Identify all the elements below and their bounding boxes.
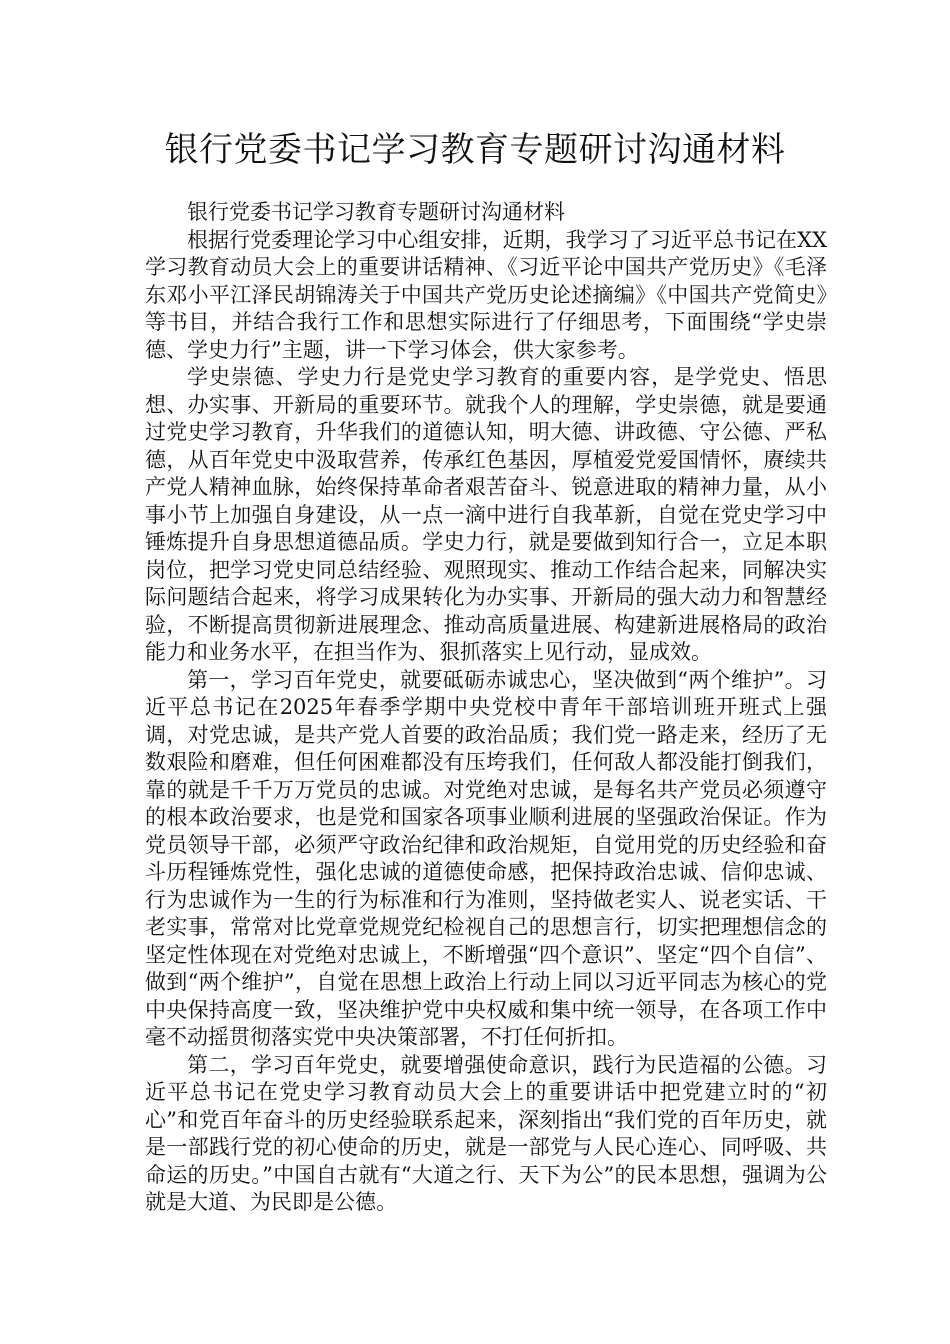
- body-paragraph: 第一，学习百年党史，就要砥砺赤诚忠心，坚决做到“两个维护”。习近平总书记在2025年春季学期中央党校中青年干部培训班开班式上强调，对党忠诚，是共产党人首要的政治品质；我们党一路走来，经历了无数艰险和磨难，但任何困难都没有压垮我们，任何敌人都没能打倒我们，靠的就是千千万万党员的忠诚。对党绝对忠诚，是每名共产党员必须遵守的根本政治要求，也是党和国家各项事业顺利进展的坚强政治保证。作为党员领导干部，必须严守政治纪律和政治规矩，自觉用党的历史经验和奋斗历程锤炼党性，强化忠诚的道德使命感，把保持政治忠诚、信仰忠诚、行为忠诚作为一生的行为标准和行为准则，坚持做老实人、说老实话、干老实事，常常对比党章党规党纪检视自己的思想言行，切实把理想信念的坚定性体现在对党绝对忠诚上，不断增强“四个意识”、坚定“四个自信”、做到“两个维护”，自觉在思想上政治上行动上同以习近平同志为核心的党中央保持高度一致，坚决维护党中央权威和集中统一领导，在各项工作中毫不动摇贯彻落实党中央决策部署，不打任何折扣。: [145, 667, 827, 1049]
- document-body: [145, 199, 827, 1217]
- body-paragraph-intro: 根据行党委理论学习中心组安排，近期，我学习了习近平总书记在XX学习教育动员大会上的重要讲话精神、《习近平论中国共产党历史》《毛泽东邓小平江泽民胡锦涛关于中国共产党历史论述摘编》《中国共产党简史》等书目，并结合我行工作和思想实际进行了仔细思考，下面围绕“学史崇德、学史力行”主题，讲一下学习体会，供大家参考。: [145, 227, 827, 362]
- body-paragraph: 第二，学习百年党史，就要增强使命意识，践行为民造福的公德。习近平总书记在党史学习教育动员大会上的重要讲话中把党建立时的“初心”和党百年奋斗的历史经验联系起来，深刻指出“我们党的百年历史，就是一部践行党的初心使命的历史，就是一部党与人民心连心、同呼吸、共命运的历史。”中国自古就有“大道之行、天下为公”的民本思想，强调为公就是大道、为民即是公德。: [145, 1052, 827, 1214]
- body-paragraph-subtitle: 银行党委书记学习教育专题研讨沟通材料: [187, 200, 565, 224]
- body-paragraph: 学史崇德、学史力行是党史学习教育的重要内容，是学党史、悟思想、办实事、开新局的重要环节。就我个人的理解，学史崇德，就是要通过党史学习教育，升华我们的道德认知，明大德、讲政德、守公德、严私德，从百年党史中汲取营养，传承红色基因，厚植爱党爱国情怀，赓续共产党人精神血脉，始终保持革命者艰苦奋斗、锐意进取的精神力量，从小事小节上加强自身建设，从一点一滴中进行自我革新，自觉在党史学习中锤炼提升自身思想道德品质。学史力行，就是要做到知行合一，立足本职岗位，把学习党史同总结经验、观照现实、推动工作结合起来，同解决实际问题结合起来，将学习成果转化为办实事、开新局的强大动力和智慧经验，不断提高贯彻新进展理念、推动高质量进展、构建新进展格局的政治能力和业务水平，在担当作为、狠抓落实上见行动，显成效。: [145, 365, 827, 664]
- document-title: 银行党委书记学习教育专题研讨沟通材料: [164, 130, 786, 170]
